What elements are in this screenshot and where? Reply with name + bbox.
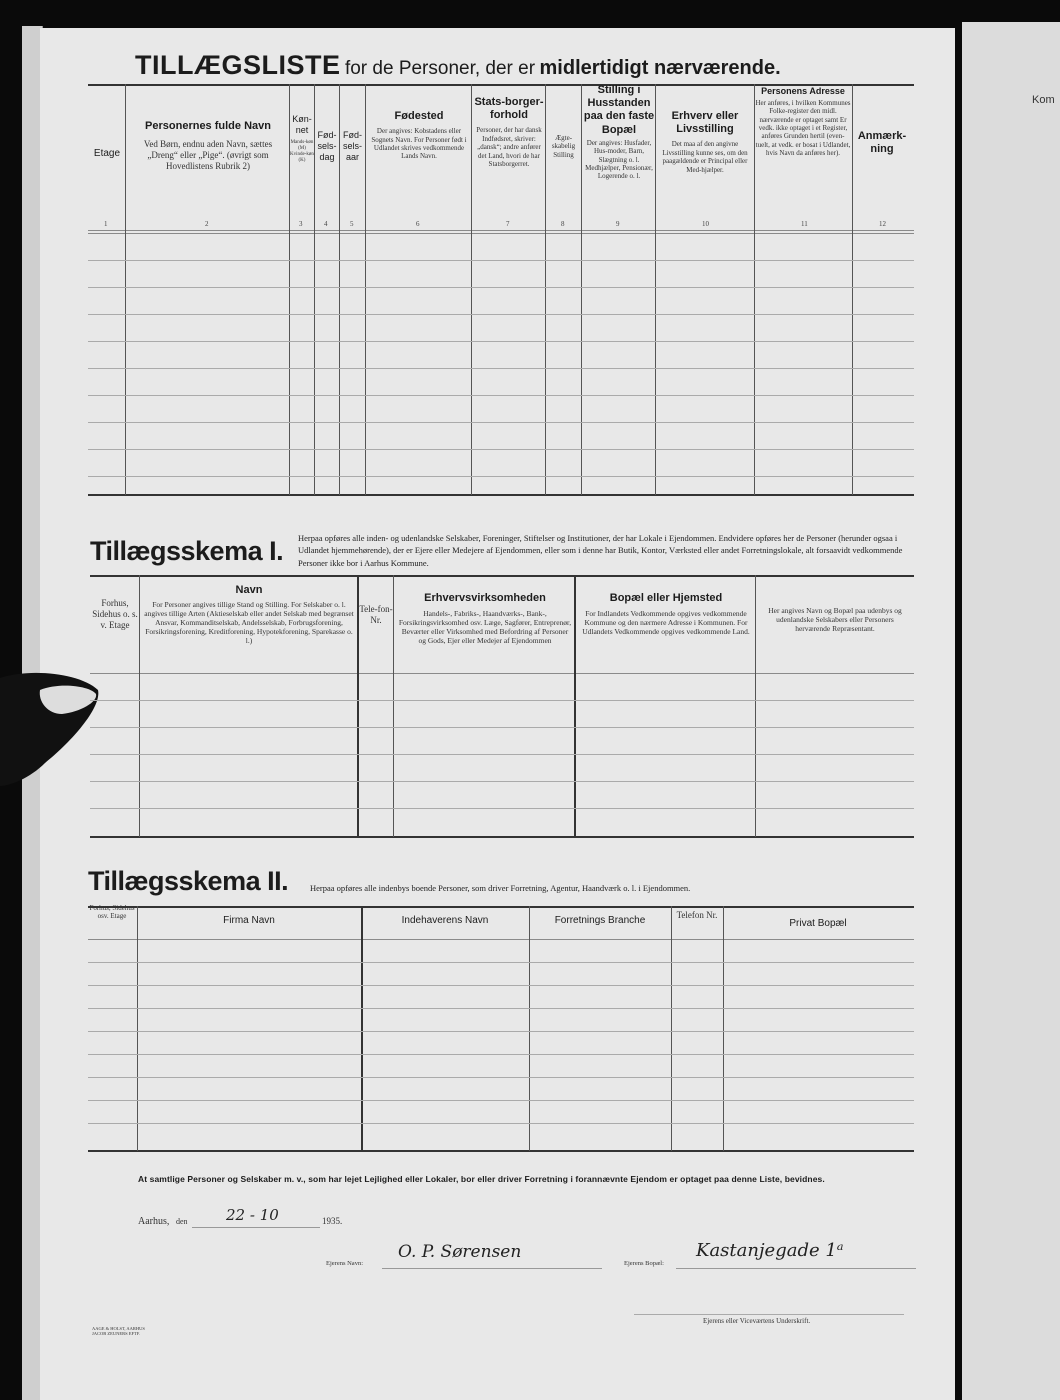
year: 1935. — [322, 1216, 343, 1226]
date-handwritten: 22 - 10 — [226, 1206, 279, 1224]
title-end: midlertidigt nærværende. — [539, 57, 781, 79]
printer-mark: AAGE & HOLST, AARHUS JACOB ZEUNERS EFTF. — [92, 1326, 145, 1337]
skema2-title: Tillægsskema II. — [88, 866, 289, 896]
place-label: Aarhus, — [138, 1216, 170, 1227]
s2-col-etage: Forhus, Sidehus osv. Etage — [89, 904, 135, 921]
owner-name-label: Ejerens Navn: — [326, 1260, 364, 1267]
ruled-line — [88, 1077, 914, 1078]
facing-page — [962, 22, 1060, 1400]
col-birthday: Fød-sels-dag — [317, 130, 337, 162]
col-name: Personernes fulde Navn Ved Børn, endnu aden Navn, sættes „Dreng“ eller „Pige“. (øvrigt som Hovedlistens Rubrik 2) — [143, 120, 273, 171]
ruled-line — [88, 1031, 914, 1032]
colnum: 8 — [561, 220, 565, 228]
ruled-line — [88, 341, 914, 342]
col-birthplace: Fødested Der angives: Kobstadens eller Sognets Navn. For Personer født i Udlandet skrives vedkommende Lands Navn. — [371, 110, 467, 161]
ruled-line — [90, 754, 914, 755]
s1-col-name: Navn For Personer angives tillige Stand og Stilling. For Selskaber o. l. angives tillige Arten (Aktieselskab eller andet Selskab med begrænset Ansvar, Kommanditselskab, Andelsselskab, Forbrugsforening, Forsikringsforening, Kreditforening, Hypotekforening, Sparekasse o. l.) — [144, 584, 354, 646]
ruled-line — [90, 781, 914, 782]
colnum: 4 — [324, 220, 328, 228]
ruled-line — [88, 395, 914, 396]
colnum: 12 — [879, 220, 886, 228]
ruled-line — [88, 449, 914, 450]
col-birthyear: Fød-sels-aar — [342, 130, 362, 162]
ruled-line — [90, 727, 914, 728]
col-address: Personens Adresse Her anføres, i hvilken Kommunes Folke-register den midl. nærværende er optaget samt Er vedk. ikke optaget i et Register, anføres Grunden hertil (even-tuelt, at vedk. er bosat i Udlandet, hvis Navn da anføres her). — [755, 86, 851, 158]
s2-col-private: Privat Bopæl — [789, 918, 847, 929]
title-main: TILLÆGSLISTE — [135, 50, 341, 80]
colnum: 6 — [416, 220, 420, 228]
s2-col-phone: Telefon Nr. — [676, 910, 718, 920]
ruled-line — [88, 1054, 914, 1055]
colnum: 2 — [205, 220, 209, 228]
owner-address-line — [676, 1268, 916, 1269]
s1-col-etage: Forhus, Sidehus o. s. v. Etage — [92, 598, 138, 630]
ruled-line — [88, 1100, 914, 1101]
s1-col-residence: Bopæl eller Hjemsted For Indlandets Vedkommende opgives vedkommende Kommune og den nærmere Adresse i Kommunen. For Udlandets Vedkommende opgives vedkommende Land. — [582, 592, 750, 637]
ruled-line — [88, 260, 914, 261]
col-occupation: Erhverv eller Livsstilling Det maa af den angivne Livsstilling kunne ses, om den paagældende er Principal eller Med-hjælper. — [662, 110, 748, 174]
ruled-line — [90, 700, 914, 701]
colnum: 11 — [801, 220, 808, 228]
s2-col-firm: Firma Navn — [223, 915, 275, 926]
title-middle: for de Personer, der er — [344, 58, 536, 79]
s2-col-owner: Indehaverens Navn — [401, 915, 489, 926]
certification-text: At samtlige Personer og Selskaber m. v., som har lejet Lejlighed eller Lokaler, bor eller driver Forretning i forannævnte Ejendom er optaget paa denne Liste, bevidnes. — [138, 1174, 825, 1184]
main-title — [135, 50, 875, 81]
facing-page-text: Kom — [1032, 94, 1055, 106]
colnum: 5 — [350, 220, 354, 228]
owner-address-label: Ejerens Bopæl: — [624, 1260, 664, 1267]
ruled-line — [90, 808, 914, 809]
date-line — [192, 1227, 320, 1228]
owner-name-line — [382, 1268, 602, 1269]
ruled-line — [88, 962, 914, 963]
ruled-line — [88, 422, 914, 423]
col-etage: Etage — [93, 148, 121, 159]
skema2-description: Herpaa opføres alle indenbys boende Personer, som driver Forretning, Agentur, Haandværk o. l. i Ejendommen. — [310, 883, 691, 893]
colnum: 3 — [299, 220, 303, 228]
ruled-line — [88, 476, 914, 477]
skema1-title: Tillægsskema I. — [90, 536, 284, 566]
skema1-description: Herpaa opføres alle inden- og udenlandske Selskaber, Foreninger, Stiftelser og Institutioner, der har Lokale i Ejendommen. Endvidere opføres her de Personer (herunder ogsaa i Udlandet hjemmehørende), der er Ejere eller Medejere af Ejendommen, eller som i denne har Butik, Kontor, Værksted eller andet Forretningslokale, alt forsaavidt vedkommende Personer ikke bor i Aarhus Kommune. — [298, 533, 903, 568]
colnum: 7 — [506, 220, 510, 228]
ruled-line — [88, 1123, 914, 1124]
colnum: 9 — [616, 220, 620, 228]
den-label: den — [176, 1217, 188, 1226]
thumb-shadow — [0, 668, 100, 788]
col-sex: Køn-net Mands-køn (M) Kvinde-køn (K) — [290, 114, 314, 163]
ruled-line — [88, 985, 914, 986]
col-household: Stilling i Husstanden paa den faste Bopæl Der angives: Husfader, Hus-moder, Barn, Slægtning o. l. Medhjælper, Pensionær, Logerende o. l. — [583, 84, 655, 181]
s1-col-business: Erhvervsvirksomheden Handels-, Fabriks-, Haandværks-, Bank-, Forsikringsvirksomhed osv. Læge, Sagfører, Entreprenør, Beværter eller Virksomhed med Befordring af Personer og Gods, Ejer eller Medejer af Ejendommen — [398, 592, 572, 646]
col-marital: Ægte-skabelig Stilling — [551, 134, 576, 159]
ruled-line — [88, 287, 914, 288]
col-citizenship: Stats-borger-forhold Personer, der har dansk Indfødsret, skriver: „dansk“; andre anfører det Land, hvori de har Statsborgerret. — [474, 96, 544, 168]
colnum: 1 — [104, 220, 108, 228]
s1-col-phone: Tele-fon-Nr. — [359, 604, 393, 625]
signature-label: Ejerens eller Viceværtens Underskrift. — [703, 1317, 811, 1325]
owner-name: O. P. Sørensen — [398, 1242, 522, 1262]
colnum: 10 — [702, 220, 709, 228]
ruled-line — [88, 1008, 914, 1009]
col-remarks: Anmærk-ning — [857, 130, 907, 156]
ruled-line — [88, 368, 914, 369]
owner-address: Kastanjegade 1ᵃ — [696, 1240, 844, 1261]
s1-col-representative: Her angives Navn og Bopæl paa udenbys og udenlandske Selskabers eller Personers herværende Repræsentant. — [768, 606, 902, 633]
ruled-line — [88, 314, 914, 315]
s2-col-branch: Forretnings Branche — [554, 915, 646, 926]
signature-line — [634, 1314, 904, 1315]
